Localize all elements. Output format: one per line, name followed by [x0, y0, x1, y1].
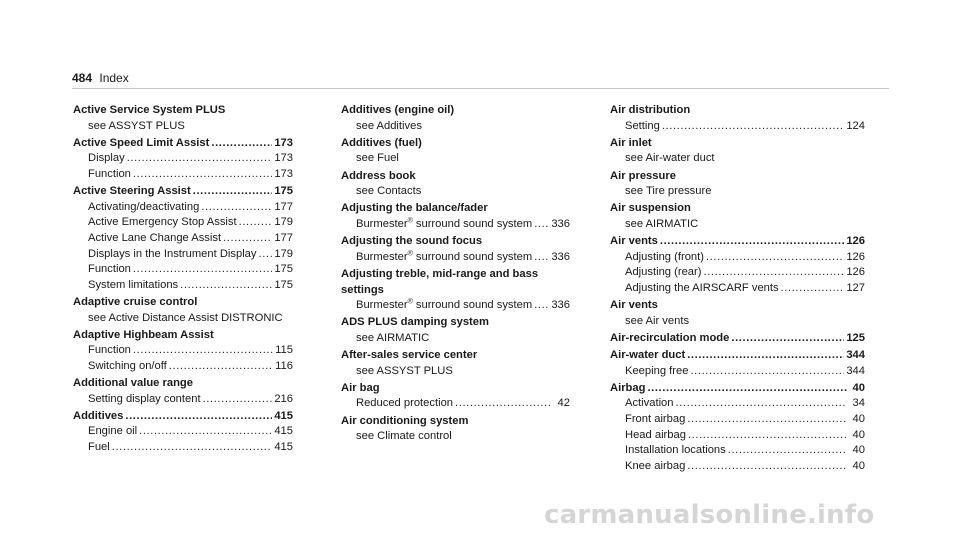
index-entry	[341, 381, 570, 412]
index-entry	[73, 184, 293, 293]
entry-heading-line	[73, 295, 293, 311]
sub-entry	[610, 265, 865, 281]
sub-entry-label: System limitations	[88, 278, 179, 291]
sub-entry-label: Setting display content	[88, 392, 201, 405]
leader-dots	[211, 136, 272, 152]
sub-entry-label: Burmester	[356, 299, 408, 312]
sub-entry-label: see ASSYST PLUS	[88, 119, 185, 132]
sub-entry-label: see Air vents	[625, 314, 690, 327]
sub-entry-label: see Air-water duct	[625, 152, 715, 165]
registered-mark: ®	[407, 298, 413, 306]
page-ref: 40	[852, 444, 865, 457]
sub-entry-text	[88, 278, 178, 294]
sub-entry-label: Adjusting (rear)	[625, 266, 702, 279]
sub-entry-label: see Active Distance Assist DISTRONIC	[88, 311, 283, 324]
index-entry	[73, 409, 293, 456]
index-entry	[610, 298, 865, 329]
entry-heading-line	[610, 331, 865, 347]
sub-entry-label: see Tire pressure	[625, 185, 712, 198]
index-entry	[341, 169, 570, 200]
page-ref: 415	[274, 409, 293, 422]
entry-heading: Adaptive cruise control	[73, 295, 198, 308]
sub-entry-label: Active Lane Change Assist	[88, 231, 222, 244]
sub-entry	[73, 215, 293, 231]
index-entry	[610, 169, 865, 200]
header-divider	[72, 88, 889, 89]
page-ref: 179	[274, 216, 293, 229]
sub-entry-text	[88, 247, 257, 263]
entry-heading: Adjusting the sound focus	[341, 235, 483, 248]
leader-dots	[706, 250, 844, 266]
sub-entry-label: Function	[88, 263, 131, 276]
sub-entry	[73, 151, 293, 167]
sub-entry-label: Displays in the Instrument Display	[88, 247, 257, 260]
sub-entry	[73, 231, 293, 247]
entry-heading: Additives (engine oil)	[341, 104, 455, 116]
entry-heading-line	[341, 414, 570, 430]
entry-heading-line	[341, 348, 570, 364]
sub-entry	[341, 217, 570, 233]
leader-dots	[728, 443, 847, 459]
sub-entry-text	[625, 364, 688, 380]
sub-entry	[73, 392, 293, 408]
index-entry	[73, 376, 293, 407]
sub-entry-label-rest: surround sound system	[412, 217, 533, 230]
sub-entry	[73, 424, 293, 440]
leader-dots	[203, 392, 273, 408]
page-ref: 115	[275, 344, 293, 357]
entry-heading: Air-recirculation mode	[610, 331, 730, 344]
page-ref: 173	[274, 167, 293, 180]
entry-heading-line	[341, 381, 570, 397]
sub-entry	[610, 119, 865, 135]
sub-entry	[341, 151, 570, 167]
page-ref: 175	[274, 263, 293, 276]
sub-entry-text	[356, 365, 453, 377]
sub-entry-label: see Additives	[356, 119, 422, 132]
page-number: 484	[72, 71, 93, 85]
index-entry	[341, 103, 570, 134]
sub-entry	[73, 200, 293, 216]
leader-dots	[647, 381, 847, 397]
page-ref: 173	[274, 136, 293, 149]
index-column-1	[73, 103, 293, 457]
sub-entry-text	[625, 459, 685, 475]
index-column-3	[610, 103, 865, 476]
sub-entry	[341, 119, 570, 135]
sub-entry-text	[88, 151, 125, 167]
entry-heading-line	[610, 136, 865, 152]
sub-entry-text	[88, 231, 221, 247]
sub-entry-label: Activation	[625, 397, 674, 410]
sub-entry	[341, 250, 570, 266]
entry-heading: Adaptive Highbeam Assist	[73, 328, 214, 341]
sub-entry-text	[625, 396, 674, 412]
sub-entry-text	[88, 424, 137, 440]
page-header	[72, 71, 129, 85]
sub-entry	[610, 217, 865, 233]
sub-entry	[73, 247, 293, 263]
sub-entry-text	[356, 430, 452, 442]
leader-dots	[688, 428, 847, 444]
sub-entry	[610, 151, 865, 167]
entry-heading-line	[73, 328, 293, 344]
sub-entry	[610, 250, 865, 266]
sub-entry-label: Adjusting (front)	[625, 250, 704, 263]
leader-dots	[534, 298, 549, 314]
entry-heading-line	[73, 409, 293, 425]
entry-heading-line	[73, 184, 293, 200]
sub-entry	[73, 440, 293, 456]
sub-entry	[73, 167, 293, 183]
sub-entry	[341, 396, 570, 412]
sub-entry	[341, 429, 570, 445]
entry-heading: Air inlet	[610, 136, 652, 149]
sub-entry-label: see AIRMATIC	[356, 331, 430, 344]
entry-heading-line	[610, 381, 865, 397]
sub-entry	[610, 396, 865, 412]
page-ref: 344	[846, 364, 865, 377]
index-entry	[341, 348, 570, 379]
sub-entry-label: Adjusting the AIRSCARF vents	[625, 281, 779, 294]
sub-entry	[610, 443, 865, 459]
page-ref: 415	[274, 441, 293, 454]
leader-dots	[223, 231, 272, 247]
sub-entry-text	[356, 152, 399, 164]
page-ref: 415	[274, 425, 293, 438]
leader-dots	[687, 348, 844, 364]
index-entry	[610, 331, 865, 347]
registered-mark: ®	[407, 249, 413, 257]
sub-entry-label: Function	[88, 167, 131, 180]
index-entry	[610, 348, 865, 379]
entry-heading: After-sales service center	[341, 349, 478, 362]
sub-entry	[341, 331, 570, 347]
entry-heading-line	[610, 298, 865, 314]
entry-heading-line	[610, 201, 865, 217]
entry-heading-line	[73, 103, 293, 119]
entry-heading: Address book	[341, 169, 416, 182]
leader-dots	[125, 409, 272, 425]
entry-heading: Active Service System PLUS	[73, 104, 226, 116]
sub-entry	[610, 281, 865, 297]
sub-entry-label: Front airbag	[625, 413, 686, 426]
page-ref: 40	[852, 459, 865, 472]
page-ref: 173	[274, 152, 293, 165]
sub-entry-text	[88, 343, 131, 359]
sub-entry-text	[625, 185, 711, 197]
sub-entry-text	[625, 315, 689, 327]
sub-entry-label: Engine oil	[88, 425, 138, 438]
leader-dots	[687, 412, 847, 428]
sub-entry-label: Head airbag	[625, 428, 686, 441]
entry-heading-cont: settings	[341, 283, 384, 296]
index-entry	[610, 136, 865, 167]
entry-heading: Additives	[73, 409, 124, 422]
watermark: carmanualsonline.info	[544, 500, 875, 530]
page-ref: 127	[846, 281, 865, 294]
sub-entry-text	[88, 392, 201, 408]
page-ref: 40	[852, 381, 865, 394]
sub-entry	[341, 298, 570, 314]
entry-heading: Adjusting treble, mid-range and bass	[341, 267, 539, 280]
index-entry	[341, 201, 570, 232]
entry-heading-line	[341, 169, 570, 185]
sub-entry-text	[356, 396, 453, 412]
entry-heading-line	[610, 103, 865, 119]
page-title: Index	[99, 71, 129, 85]
sub-entry-text	[88, 167, 131, 183]
entry-heading-line	[341, 283, 570, 299]
leader-dots	[169, 359, 273, 375]
leader-dots	[676, 396, 847, 412]
sub-entry-label: Activating/deactivating	[88, 200, 200, 213]
leader-dots	[534, 217, 549, 233]
sub-entry-label: Keeping free	[625, 364, 689, 377]
leader-dots	[133, 167, 272, 183]
entry-heading-line	[73, 376, 293, 392]
page-ref: 177	[274, 231, 293, 244]
sub-entry-text	[356, 120, 422, 132]
sub-entry-label: see Climate control	[356, 430, 452, 443]
leader-dots	[180, 278, 272, 294]
sub-entry-label: see ASSYST PLUS	[356, 364, 453, 377]
index-entry	[341, 414, 570, 445]
sub-entry-text	[88, 262, 131, 278]
index-entry	[610, 103, 865, 134]
entry-heading: Adjusting the balance/fader	[341, 202, 488, 215]
entry-heading-line	[341, 315, 570, 331]
sub-entry-label: Burmester	[356, 250, 408, 263]
page-ref: 344	[846, 349, 865, 362]
sub-entry-label: Function	[88, 344, 131, 357]
page-ref: 336	[551, 250, 570, 263]
sub-entry-text	[625, 281, 779, 297]
index-entry	[341, 136, 570, 167]
entry-heading-line	[341, 136, 570, 152]
sub-entry	[610, 314, 865, 330]
leader-dots	[139, 424, 272, 440]
sub-entry-text	[625, 218, 698, 230]
entry-heading: Air vents	[610, 299, 658, 312]
sub-entry	[341, 184, 570, 200]
page-ref: 179	[274, 247, 293, 260]
leader-dots	[455, 396, 552, 412]
leader-dots	[781, 281, 845, 297]
sub-entry	[73, 359, 293, 375]
sub-entry	[73, 262, 293, 278]
index-entry	[341, 315, 570, 346]
sub-entry-label: Reduced protection	[356, 397, 454, 410]
sub-entry	[341, 364, 570, 380]
sub-entry-label: see Fuel	[356, 152, 399, 165]
page-ref: 126	[846, 250, 865, 263]
page-ref: 40	[852, 428, 865, 441]
sub-entry-label: see Contacts	[356, 185, 422, 198]
index-entry	[73, 295, 293, 326]
sub-entry-text	[625, 119, 660, 135]
sub-entry-label: Active Emergency Stop Assist	[88, 216, 237, 229]
sub-entry-text	[88, 312, 283, 324]
index-entry	[341, 234, 570, 265]
entry-heading-line	[610, 234, 865, 250]
page-ref: 336	[551, 299, 570, 312]
sub-entry	[610, 412, 865, 428]
leader-dots	[687, 459, 847, 475]
page-ref: 40	[852, 413, 865, 426]
page-ref: 34	[852, 397, 865, 410]
entry-heading-line	[341, 234, 570, 250]
sub-entry-text	[625, 443, 726, 459]
sub-entry-text	[88, 200, 199, 216]
sub-entry-text	[356, 298, 532, 314]
entry-heading: Air-water duct	[610, 349, 686, 362]
sub-entry	[73, 311, 293, 327]
sub-entry-text	[88, 215, 237, 231]
leader-dots	[239, 215, 273, 231]
leader-dots	[201, 200, 272, 216]
sub-entry-text	[625, 152, 715, 164]
entry-heading: Airbag	[610, 381, 646, 394]
entry-heading: Air pressure	[610, 169, 676, 182]
sub-entry-text	[88, 120, 185, 132]
sub-entry	[610, 428, 865, 444]
entry-heading: Air conditioning system	[341, 414, 469, 427]
index-entry	[73, 103, 293, 134]
sub-entry-text	[625, 428, 686, 444]
sub-entry-text	[625, 265, 701, 281]
entry-heading-line	[341, 103, 570, 119]
leader-dots	[660, 234, 844, 250]
page-ref: 175	[274, 278, 293, 291]
leader-dots	[193, 184, 273, 200]
sub-entry-text	[625, 412, 685, 428]
page-ref: 177	[274, 200, 293, 213]
entry-heading-line	[341, 201, 570, 217]
sub-entry-label-rest: surround sound system	[412, 250, 533, 263]
sub-entry-text	[356, 332, 429, 344]
entry-heading-line	[341, 267, 570, 283]
page-ref: 116	[275, 359, 293, 372]
entry-heading-line	[610, 169, 865, 185]
page-ref: 125	[846, 331, 865, 344]
index-entry	[73, 328, 293, 375]
registered-mark: ®	[407, 217, 413, 225]
sub-entry-text	[356, 217, 532, 233]
sub-entry-label: Fuel	[88, 441, 110, 454]
entry-heading: Air distribution	[610, 104, 691, 116]
leader-dots	[731, 331, 844, 347]
sub-entry	[610, 364, 865, 380]
page-ref: 175	[274, 185, 293, 198]
index-entry	[610, 234, 865, 296]
sub-entry-text	[88, 440, 110, 456]
entry-heading: Air suspension	[610, 202, 691, 215]
leader-dots	[127, 151, 273, 167]
sub-entry-label: Installation locations	[625, 444, 726, 457]
index-entry	[341, 267, 570, 314]
page-ref: 126	[846, 266, 865, 279]
sub-entry	[73, 278, 293, 294]
page-ref: 216	[274, 392, 293, 405]
sub-entry-label: Setting	[625, 119, 660, 132]
sub-entry-label-rest: surround sound system	[412, 299, 533, 312]
sub-entry-text	[625, 250, 704, 266]
page-ref: 42	[557, 397, 570, 410]
entry-heading-line	[610, 348, 865, 364]
sub-entry	[73, 343, 293, 359]
leader-dots	[133, 343, 273, 359]
entry-heading: Additional value range	[73, 377, 193, 390]
sub-entry-label: see AIRMATIC	[625, 217, 699, 230]
sub-entry	[610, 459, 865, 475]
leader-dots	[259, 247, 273, 263]
index-entry	[610, 381, 865, 475]
leader-dots	[690, 364, 844, 380]
sub-entry-label: Switching on/off	[88, 359, 167, 372]
sub-entry-text	[356, 185, 421, 197]
sub-entry-label: Knee airbag	[625, 459, 686, 472]
sub-entry-label: Burmester	[356, 217, 408, 230]
entry-heading: Air bag	[341, 381, 380, 394]
index-column-2	[341, 103, 570, 446]
page-ref: 126	[846, 235, 865, 248]
entry-heading: Air vents	[610, 235, 658, 248]
entry-heading: Active Steering Assist	[73, 185, 191, 198]
leader-dots	[133, 262, 272, 278]
sub-entry	[73, 119, 293, 135]
index-entry	[610, 201, 865, 232]
page-ref: 124	[846, 119, 865, 132]
sub-entry-text	[356, 250, 532, 266]
leader-dots	[112, 440, 273, 456]
leader-dots	[534, 250, 549, 266]
entry-heading: Additives (fuel)	[341, 136, 422, 149]
leader-dots	[662, 119, 844, 135]
entry-heading: Active Speed Limit Assist	[73, 136, 210, 149]
entry-heading-line	[73, 136, 293, 152]
sub-entry-text	[88, 359, 167, 375]
index-entry	[73, 136, 293, 183]
sub-entry-label: Display	[88, 152, 125, 165]
leader-dots	[703, 265, 844, 281]
entry-heading: ADS PLUS damping system	[341, 316, 489, 329]
sub-entry	[610, 184, 865, 200]
page-ref: 336	[551, 217, 570, 230]
